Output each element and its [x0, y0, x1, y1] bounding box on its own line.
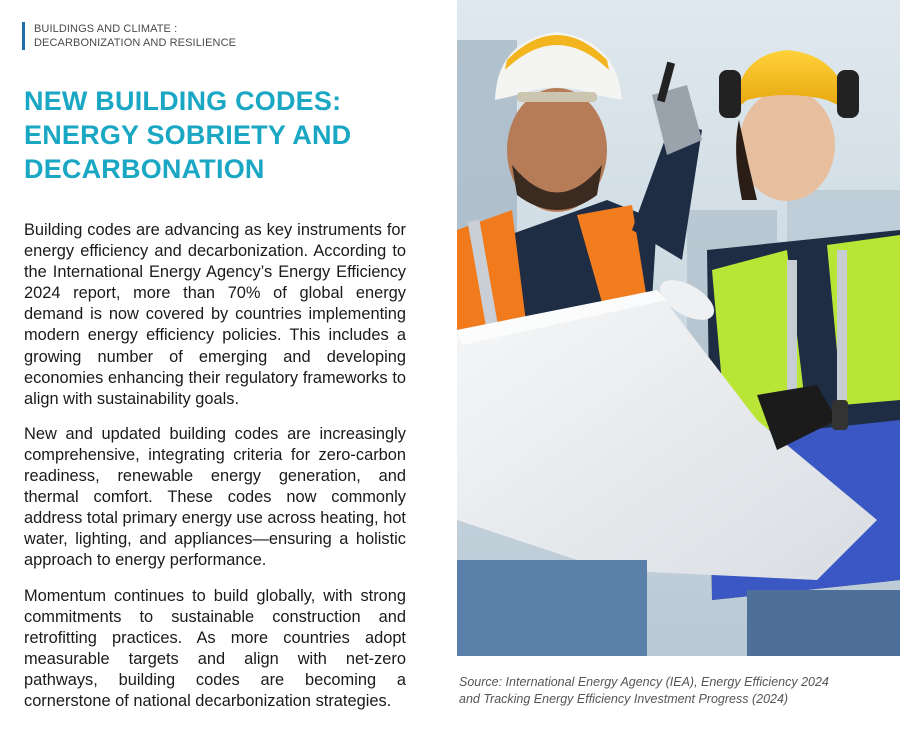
caption-line-1: Source: International Energy Agency (IEA), Energy Efficiency 2024 — [459, 675, 829, 689]
section-tag — [22, 22, 236, 50]
article-body — [24, 220, 406, 726]
title-line-1: NEW BUILDING CODES: — [24, 86, 342, 116]
paragraph-2: New and updated building codes are increasingly comprehensive, integrating criteria for zero-carbon readiness, renewable energy generation, and thermal comfort. These codes now commonly address total primary energy use across heating, hot water, lighting, and appliances—ensuring a holistic approach to energy performance. — [24, 424, 406, 570]
paragraph-3: Momentum continues to build globally, with strong commitments to sustainable construction and retrofitting practices. As more countries adopt measurable targets and align with net-zero pathways, building codes are becoming a cornerstone of national decarbonization strategies. — [24, 586, 406, 710]
paragraph-1: Building codes are advancing as key instruments for energy efficiency and decarbonization. According to the International Energy Agency’s Energy Efficiency 2024 report, more than 70% of global energy demand is now covered by countries implementing modern energy efficiency policies. This includes a growing number of emerging and developing economies enhancing their regulatory frameworks to align with sustainability goals. — [24, 221, 406, 408]
source-caption — [459, 674, 879, 708]
title-line-2: ENERGY SOBRIETY AND — [24, 120, 352, 150]
section-tag-line-1: BUILDINGS AND CLIMATE : — [34, 23, 178, 35]
title-line-3: DECARBONATION — [24, 154, 265, 184]
engineers-photo — [457, 0, 900, 656]
page-title — [24, 84, 424, 186]
caption-line-2: and Tracking Energy Efficiency Investment Progress (2024) — [459, 692, 789, 706]
section-tag-line-2: DECARBONIZATION AND RESILIENCE — [34, 37, 237, 49]
